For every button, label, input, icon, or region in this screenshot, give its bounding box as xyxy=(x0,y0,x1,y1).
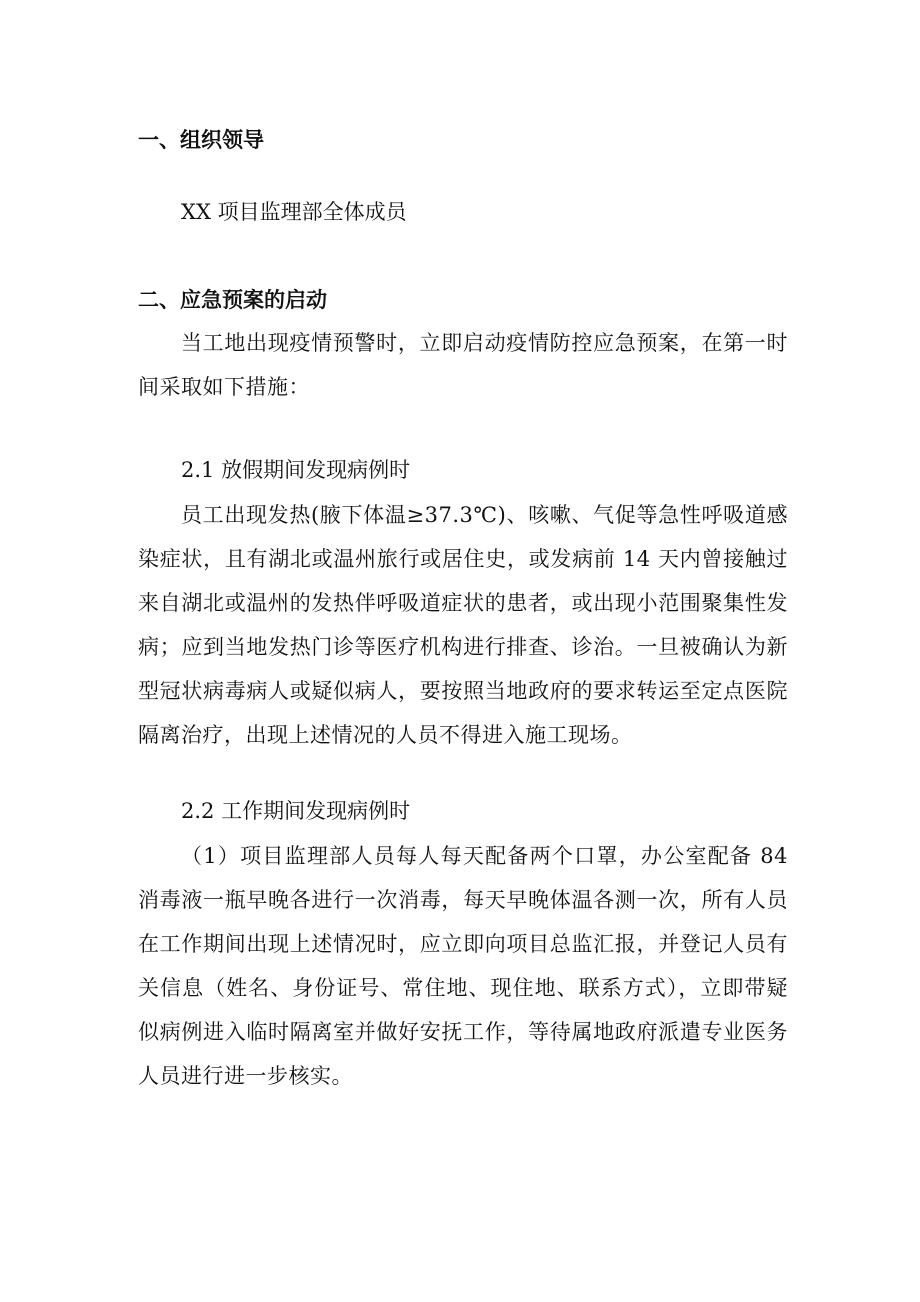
section-1-heading: 一、组织领导 xyxy=(138,128,264,152)
section-2-intro: 当工地出现疫情预警时，立即启动疫情防控应急预案，在第一时间采取如下措施： xyxy=(138,331,788,399)
subsection-2-2-body: （1）项目监理部人员每人每天配备两个口罩，办公室配备 84 消毒液一瓶早晚各进行一次消毒，每天早晚体温各测一次，所有人员在工作期间出现上述情况时，应立即向项目总监汇报，并登记人员有关信息（姓名、身份证号、常住地、现住地、联系方式），立即带疑似病例进入临时隔离室并做好安抚工作，等待属地政府派遣专业医务人员进行进一步核实。 xyxy=(138,844,788,1088)
subsection-2-2-heading: 2.2 工作期间发现病例时 xyxy=(181,799,411,823)
section-2-heading: 二、应急预案的启动 xyxy=(138,288,327,312)
subsection-2-1-body: 员工出现发热(腋下体温≥37.3℃)、咳嗽、气促等急性呼吸道感染症状，且有湖北或温州旅行或居住史，或发病前 14 天内曾接触过来自湖北或温州的发热伴呼吸道症状的患者，或出现小范围聚集性发病；应到当地发热门诊等医疗机构进行排查、诊治。一旦被确认为新型冠状病毒病人或疑似病人，要按照当地政府的要求转运至定点医院隔离治疗，出现上述情况的人员不得进入施工现场。 xyxy=(138,503,788,747)
section-1-body: XX 项目监理部全体成员 xyxy=(181,200,407,224)
subsection-2-1-heading: 2.1 放假期间发现病例时 xyxy=(181,458,411,482)
